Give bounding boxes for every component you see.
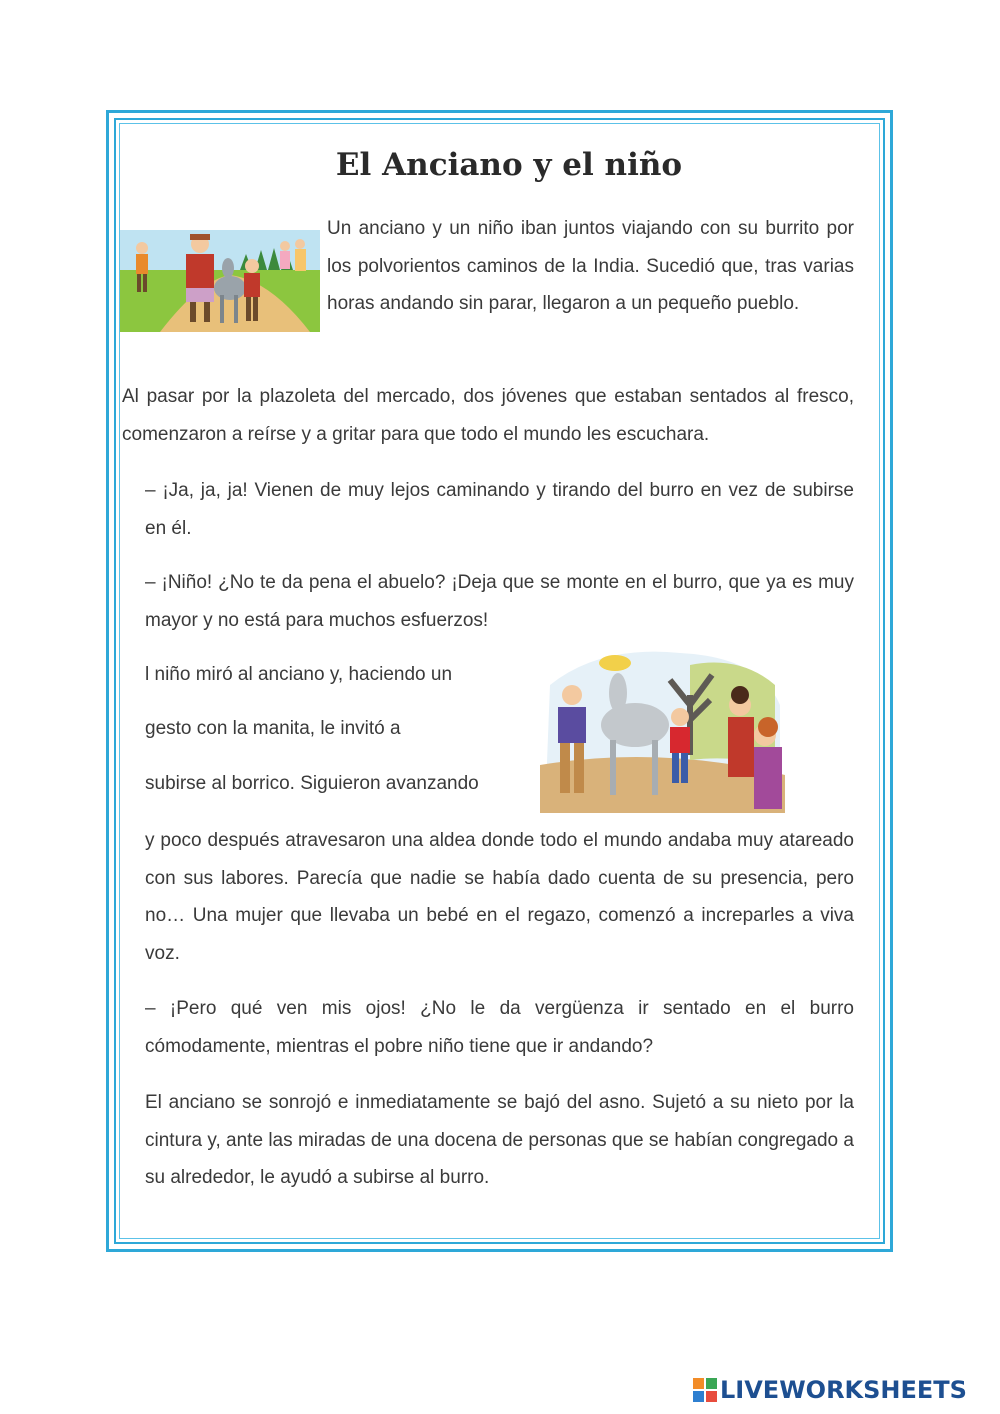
wrap-line-2: gesto con la manita, le invitó a <box>145 718 401 739</box>
liveworksheets-logo <box>693 1377 967 1403</box>
villagers-pointing-illustration <box>540 645 785 813</box>
paragraph-1: Un anciano y un niño iban juntos viajando con su burrito por los polvorientos caminos de la India. Sucedió que, tras varias horas andando sin parar, llegaron a un pequeño pueblo. <box>327 218 854 314</box>
wrap-line-3: subirse al borrico. Siguieron avanzando <box>145 773 479 794</box>
paragraph-3: – ¡Ja, ja, ja! Vienen de muy lejos caminando y tirando del burro en vez de subirse en él. <box>145 480 854 539</box>
paragraph-7: El anciano se sonrojó e inmediatamente se bajó del asno. Sujetó a su nieto por la cintura y, ante las miradas de una docena de personas que se habían congregado a su alrededor, le ayudó a subirse al burro. <box>145 1092 854 1188</box>
paragraph-4: – ¡Niño! ¿No te da pena el abuelo? ¡Deja que se monte en el burro, que ya es muy mayor y no está para muchos esfuerzos! <box>145 572 854 631</box>
paragraph-5: y poco después atravesaron una aldea donde todo el mundo andaba muy atareado con sus labores. Parecía que nadie se había dado cuenta de su presencia, pero no… Una mujer que llevaba un bebé en el regazo, comenzó a increparles a viva voz. <box>145 830 854 964</box>
old-man-boy-donkey-illustration <box>120 230 320 332</box>
wrap-line-1: l niño miró al anciano y, haciendo un <box>145 664 453 685</box>
liveworksheets-mark-icon <box>693 1378 717 1402</box>
story-title: El Anciano y el niño <box>335 147 683 183</box>
paragraph-6: – ¡Pero qué ven mis ojos! ¿No le da vergüenza ir sentado en el burro cómodamente, mientras el pobre niño tiene que ir andando? <box>145 998 854 1057</box>
brand-name: LIVEWORKSHEETS <box>720 1376 967 1404</box>
paragraph-2: Al pasar por la plazoleta del mercado, dos jóvenes que estaban sentados al fresco, comenzaron a reírse y a gritar para que todo el mundo les escuchara. <box>122 386 854 445</box>
